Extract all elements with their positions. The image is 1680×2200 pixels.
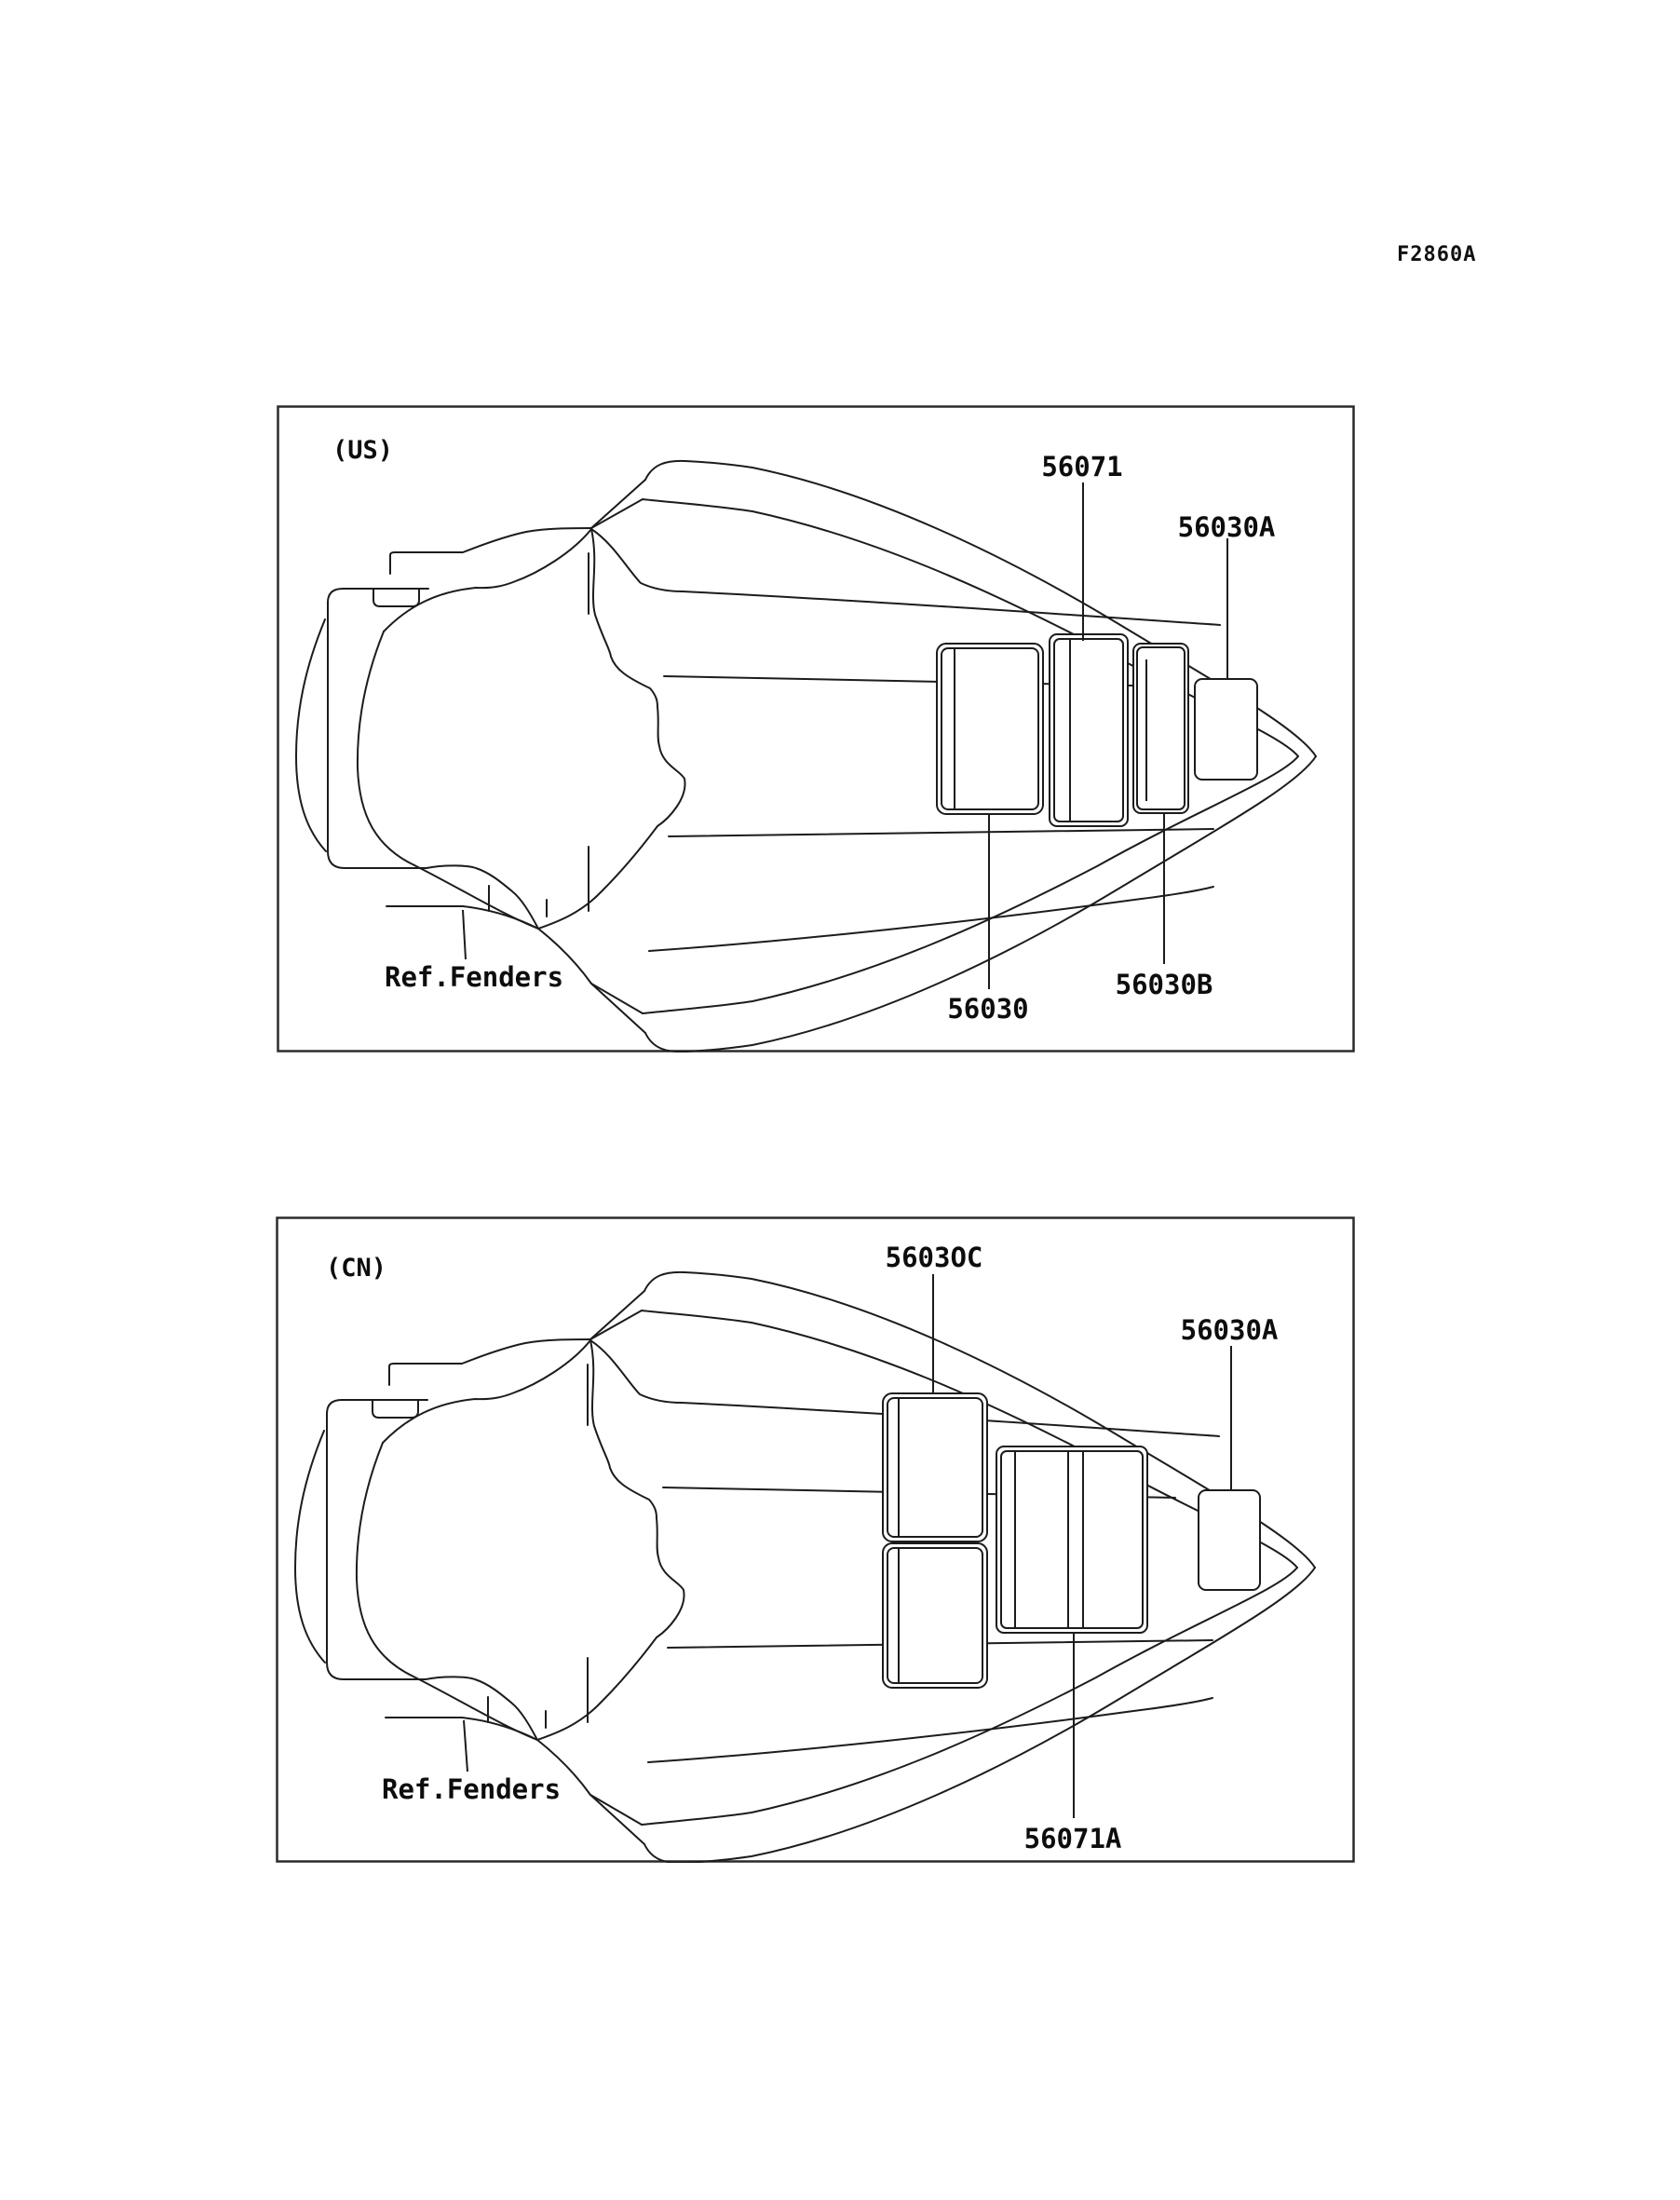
label-rect-5603oc-bottom <box>883 1543 987 1688</box>
ref-fenders-cn: Ref.Fenders <box>382 1773 562 1805</box>
panel-cn <box>276 1216 1355 1863</box>
label-rect-56071a <box>996 1446 1147 1633</box>
callout-56030a-us: 56030A <box>1177 511 1276 543</box>
label-rect-5603oc-top <box>883 1393 987 1541</box>
callout-56030a-cn: 56030A <box>1180 1314 1279 1346</box>
label-rect-56030b <box>1133 644 1188 813</box>
label-rect-56071 <box>1050 634 1128 826</box>
callout-56030: 56030 <box>947 993 1029 1025</box>
callout-56030b: 56030B <box>1115 969 1213 1000</box>
callout-56071a: 56071A <box>1023 1823 1122 1854</box>
region-label-us: (US) <box>332 436 394 465</box>
ref-fenders-us: Ref.Fenders <box>385 961 564 993</box>
label-rect-56030 <box>937 644 1043 814</box>
label-rect-56030a <box>1195 679 1257 780</box>
region-label-cn: (CN) <box>326 1254 387 1283</box>
label-rect-56030a-cn <box>1199 1490 1260 1590</box>
callout-56071: 56071 <box>1041 451 1123 482</box>
panel-us <box>277 405 1355 1052</box>
panel-us-border <box>278 407 1354 1052</box>
doc-code: F2860A <box>1397 243 1477 266</box>
callout-5603oc: 5603OC <box>885 1242 983 1273</box>
